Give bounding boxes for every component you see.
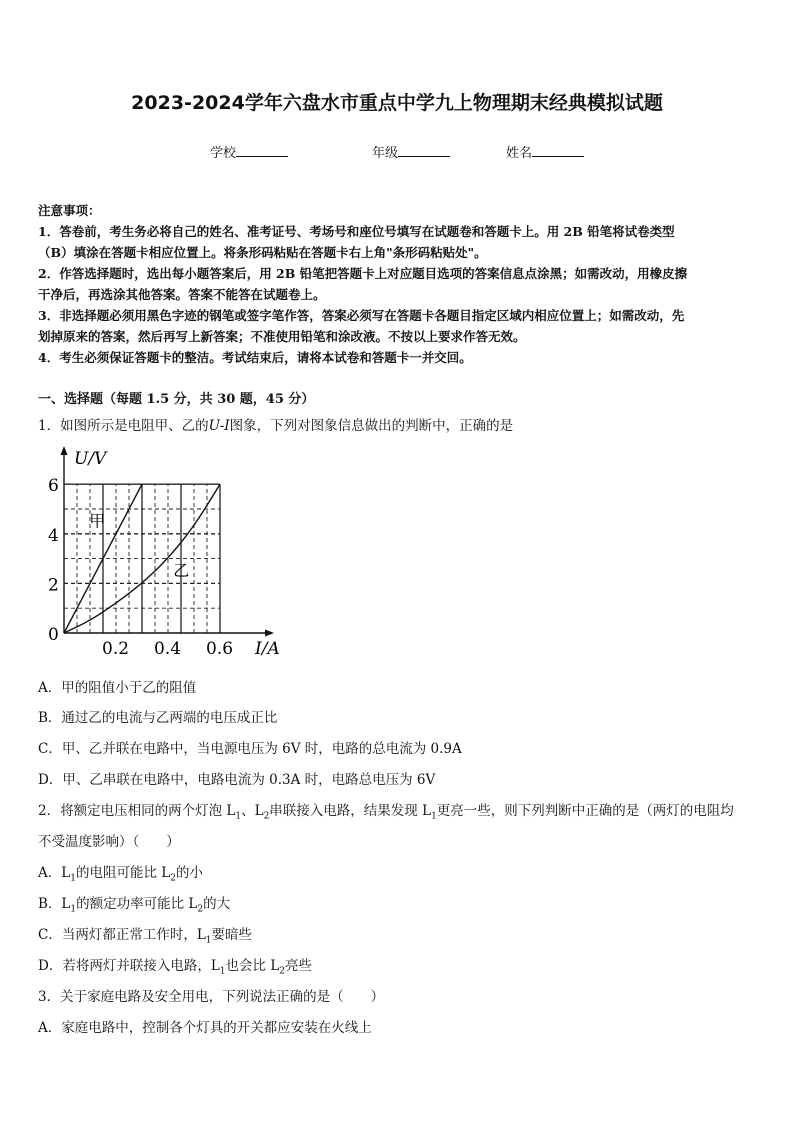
notice-line: 划掉原来的答案，然后再写上新答案；不准使用铅笔和涂改液。不按以上要求作答无效。	[38, 329, 526, 344]
graph-grid	[64, 484, 220, 633]
series-label: 甲	[89, 511, 106, 531]
q2-option-b[interactable]: B．$L_1$的额定功率可能比 $L_2$的大	[38, 896, 231, 915]
notice-line: 2．作答选择题时，选出每小题答案后，用 2B 铅笔把答题卡上对应题目选项的答案信息点涂黑；如需改动，用橡皮擦	[38, 266, 688, 281]
grade-label: 年级	[372, 146, 399, 161]
y-axis-arrow	[61, 446, 68, 455]
q2-option-c[interactable]: C．当两灯都正常工作时，$L_1$要暗些	[38, 927, 253, 946]
ui-graph	[30, 440, 300, 665]
notice-line: （B）填涂在答题卡相应位置上。将条形码粘贴在答题卡右上角"条形码粘贴处"。	[38, 245, 487, 260]
x-axis-arrow	[265, 630, 274, 637]
notice-line: 4．考生必须保证答题卡的整洁。考试结束后，请将本试卷和答题卡一并交回。	[38, 350, 472, 365]
x-tick-label: 0.6	[206, 639, 234, 659]
question-1-stem	[38, 414, 513, 434]
y-tick-label: 4	[48, 525, 59, 546]
q1-option-a[interactable]: A．甲的阻值小于乙的阻值	[38, 680, 197, 696]
name-label: 姓名	[506, 146, 533, 161]
q1-option-c[interactable]: C．甲、乙并联在电路中，当电源电压为 6V 时，电路的总电流为 0.9A	[38, 741, 462, 757]
x-tick-label: 0.2	[102, 639, 130, 659]
grade-field[interactable]	[372, 142, 450, 161]
y-tick-label: 0	[48, 625, 59, 645]
q1-option-b[interactable]: B．通过乙的电流与乙两端的电压成正比	[38, 710, 278, 726]
q1-stem-part: 1．如图所示是电阻甲、乙的	[38, 418, 209, 434]
q2-option-d[interactable]: D．若将两灯并联接入电路，$L_1$也会比 $L_2$亮些	[38, 958, 313, 977]
series-label: 乙	[173, 560, 190, 580]
question-2-stem: 2．将额定电压相同的两个灯泡 $L_1$、$L_2$串联接入电路，结果发现 $L_1$更亮一些，则下列判断中正确的是（两灯的电阻均	[38, 803, 734, 822]
y-tick-label: 6	[48, 476, 59, 497]
q2-option-a[interactable]: A．$L_1$的电阻可能比 $L_2$的小	[38, 865, 203, 884]
q1-option-d[interactable]: D．甲、乙串联在电路中，电路电流为 0.3A 时，电路总电压为 6V	[38, 772, 436, 788]
q1-stem-part: 图象，下列对图象信息做出的判断中，正确的是	[229, 418, 514, 434]
name-field[interactable]	[506, 142, 584, 161]
q1-ui-symbol: U-I	[208, 418, 230, 434]
x-axis-label: I/A	[255, 639, 280, 659]
y-tick-label: 2	[48, 575, 59, 596]
name-blank[interactable]	[532, 143, 584, 157]
question-2-stem-line2: 不受温度影响）（ ）	[38, 834, 180, 850]
school-field[interactable]	[210, 142, 288, 161]
question-3-stem: 3．关于家庭电路及安全用电，下列说法正确的是（ ）	[38, 989, 385, 1005]
notice-line: 3．非选择题必须用黑色字迹的钢笔或签字笔作答，答案必须写在答题卡各题目指定区域内相应位置上；如需改动，先	[38, 308, 685, 323]
q3-option-a[interactable]: A．家庭电路中，控制各个灯具的开关都应安装在火线上	[38, 1020, 372, 1036]
notice-heading: 注意事项：	[38, 203, 101, 218]
notice-line: 1．答卷前，考生务必将自己的姓名、准考证号、考场号和座位号填写在试题卷和答题卡上。用 2B 铅笔将试卷类型	[38, 224, 675, 239]
page-title: 2023-2024学年六盘水市重点中学九上物理期末经典模拟试题	[131, 92, 663, 114]
x-tick-label: 0.4	[154, 639, 182, 659]
school-blank[interactable]	[236, 143, 288, 157]
school-label: 学校	[210, 146, 237, 161]
notice-line: 干净后，再选涂其他答案。答案不能答在试题卷上。	[38, 287, 326, 302]
grade-blank[interactable]	[398, 143, 450, 157]
y-axis-label: U/V	[74, 449, 107, 469]
section-heading: 一、选择题（每题 1.5 分，共 30 题，45 分）	[38, 392, 315, 407]
